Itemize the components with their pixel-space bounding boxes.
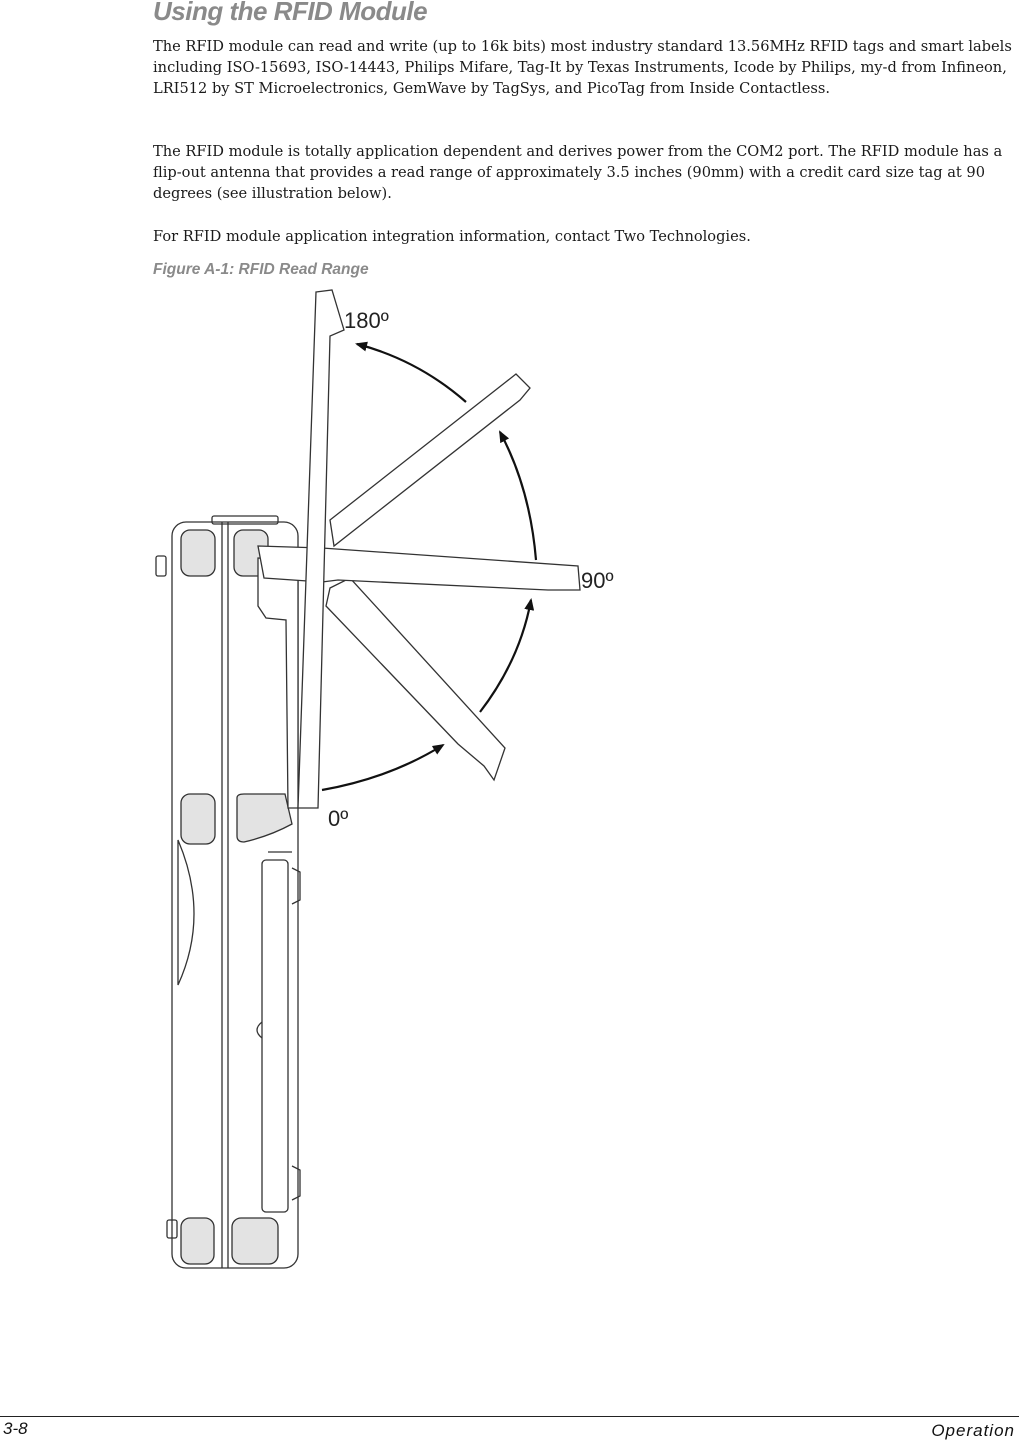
footer-divider xyxy=(0,1416,1019,1417)
chapter-title: Operation xyxy=(931,1421,1015,1440)
arrow-90-to-135 xyxy=(500,432,536,560)
handheld-device-illustration xyxy=(156,516,300,1268)
label-180-degrees: 180º xyxy=(344,308,389,333)
paragraph-rfid-tags: The RFID module can read and write (up to 16k bits) most industry standard 13.56MHz RFID tags and smart labels including ISO-15693, ISO-14443, Philips Mifare, Tag-It by Texas Instruments, Icode by Philips, my-d from Infineon, LRI512 by ST Microelectronics, GemWave by TagSys, and PicoTag from Inside Contactless. xyxy=(153,38,1012,97)
arrow-45-to-90 xyxy=(480,600,531,712)
paragraph-rfid-power: The RFID module is totally application dependent and derives power from the COM2 port. The RFID module has a flip-out antenna that provides a read range of approximately 3.5 inches (90mm) with a credit card size tag at 90 degrees (see illustration below). xyxy=(153,143,1003,202)
paragraph-rfid-contact: For RFID module application integration information, contact Two Technologies. xyxy=(153,228,751,245)
figure-caption: Figure A-1: RFID Read Range xyxy=(153,261,369,278)
label-0-degrees: 0º xyxy=(328,806,349,831)
arrow-0-to-45 xyxy=(322,745,443,790)
section-heading: Using the RFID Module xyxy=(153,0,428,26)
arrow-135-to-180 xyxy=(357,344,466,402)
label-90-degrees: 90º xyxy=(581,568,614,593)
page-number: 3-8 xyxy=(3,1419,28,1438)
